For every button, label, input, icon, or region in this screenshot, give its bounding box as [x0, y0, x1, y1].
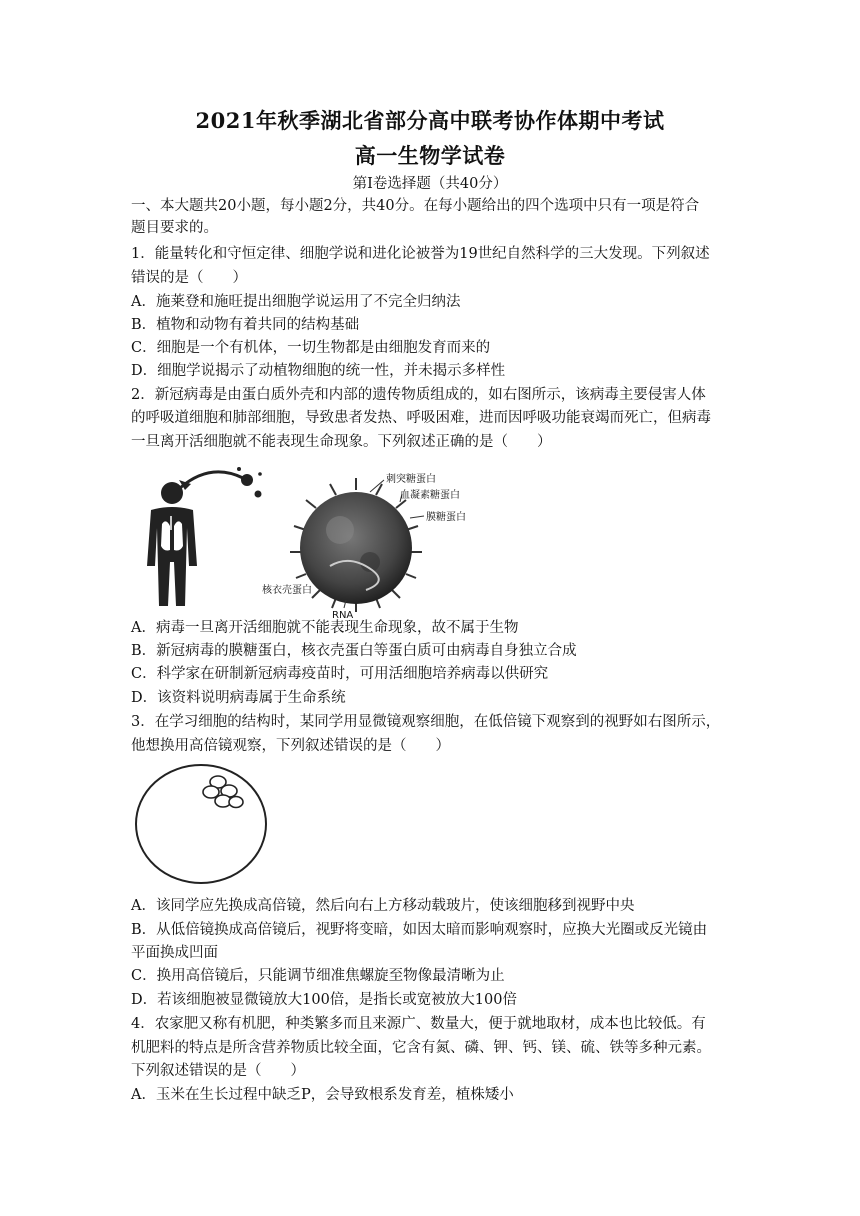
- exam-subtitle: 高一生物学试卷: [354, 143, 506, 168]
- q1-stem: 错误的是（ ）: [131, 270, 247, 286]
- q4-stem: 4．农家肥又称有机肥，种类繁多而且来源广、数量大，便于就地取材，成本也比较低。有: [131, 1016, 706, 1032]
- intro-line: 题目要求的。: [131, 220, 218, 236]
- q3-option-a: A．该同学应先换成高倍镜，然后向右上方移动载玻片，使该细胞移到视野中央: [131, 898, 635, 914]
- q4-stem: 下列叙述错误的是（ ）: [131, 1063, 305, 1079]
- q3-option-b-cont: 平面换成凹面: [131, 945, 218, 961]
- label-membrane-glycoprotein: 膜糖蛋白: [426, 512, 466, 523]
- q3-stem: 他想换用高倍镜观察，下列叙述错误的是（ ）: [131, 738, 450, 754]
- label-rna: RNA: [332, 610, 354, 620]
- q2-stem: 2．新冠病毒是由蛋白质外壳和内部的遗传物质组成的，如右图所示，该病毒主要侵害人体: [131, 387, 706, 403]
- q2-option-a: A．病毒一旦离开活细胞就不能表现生命现象，故不属于生物: [131, 620, 519, 636]
- exam-title: 2021年秋季湖北省部分高中联考协作体期中考试: [195, 108, 665, 133]
- q4-option-a: A．玉米在生长过程中缺乏P，会导致根系发育差，植株矮小: [131, 1087, 514, 1103]
- microscope-field-image: [132, 762, 272, 887]
- q3-option-c: C．换用高倍镜后，只能调节细准焦螺旋至物像最清晰为止: [131, 968, 505, 984]
- q3-stem: 3．在学习细胞的结构时，某同学用显微镜观察细胞，在低倍镜下观察到的视野如右图所示，: [131, 714, 721, 730]
- q1-option-a: A．施莱登和施旺提出细胞学说运用了不完全归纳法: [131, 294, 461, 310]
- q1-stem: 1．能量转化和守恒定律、细胞学说和进化论被誉为19世纪自然科学的三大发现。下列叙述: [131, 246, 710, 262]
- label-nucleocapsid-protein: 核衣壳蛋白: [262, 585, 312, 596]
- q1-option-d: D．细胞学说揭示了动植物细胞的统一性，并未揭示多样性: [131, 363, 506, 379]
- q1-option-c: C．细胞是一个有机体，一切生物都是由细胞发育而来的: [131, 340, 491, 356]
- label-spike-glycoprotein: 刺突糖蛋白: [386, 474, 436, 485]
- human-figure-image: [135, 466, 275, 616]
- q2-option-c: C．科学家在研制新冠病毒疫苗时，可用活细胞培养病毒以供研究: [131, 666, 549, 682]
- q2-option-b: B．新冠病毒的膜糖蛋白，核衣壳蛋白等蛋白质可由病毒自身独立合成: [131, 643, 577, 659]
- q2-stem: 的呼吸道细胞和肺部细胞，导致患者发热、呼吸困难，进而因呼吸功能衰竭而死亡，但病毒: [131, 410, 711, 426]
- q2-option-d: D．该资料说明病毒属于生命系统: [131, 690, 346, 706]
- q1-option-b: B．植物和动物有着共同的结构基础: [131, 317, 360, 333]
- virus-structure-image: [260, 470, 500, 620]
- label-hemagglutinin-glycoprotein: 血凝素糖蛋白: [400, 490, 460, 501]
- q3-option-b: B．从低倍镜换成高倍镜后，视野将变暗，如因太暗而影响观察时，应换大光圈或反光镜由: [131, 922, 708, 938]
- q4-stem: 机肥料的特点是所含营养物质比较全面，它含有氮、磷、钾、钙、镁、硫、铁等多种元素。: [131, 1040, 711, 1056]
- q2-stem: 一旦离开活细胞就不能表现生命现象。下列叙述正确的是（ ）: [131, 434, 552, 450]
- intro-line: 一、本大题共20小题，每小题2分，共40分。在每小题给出的四个选项中只有一项是符合: [131, 198, 700, 214]
- section-heading: 第Ⅰ卷选择题（共40分）: [352, 176, 508, 192]
- q3-option-d: D．若该细胞被显微镜放大100倍，是指长或宽被放大100倍: [131, 992, 517, 1008]
